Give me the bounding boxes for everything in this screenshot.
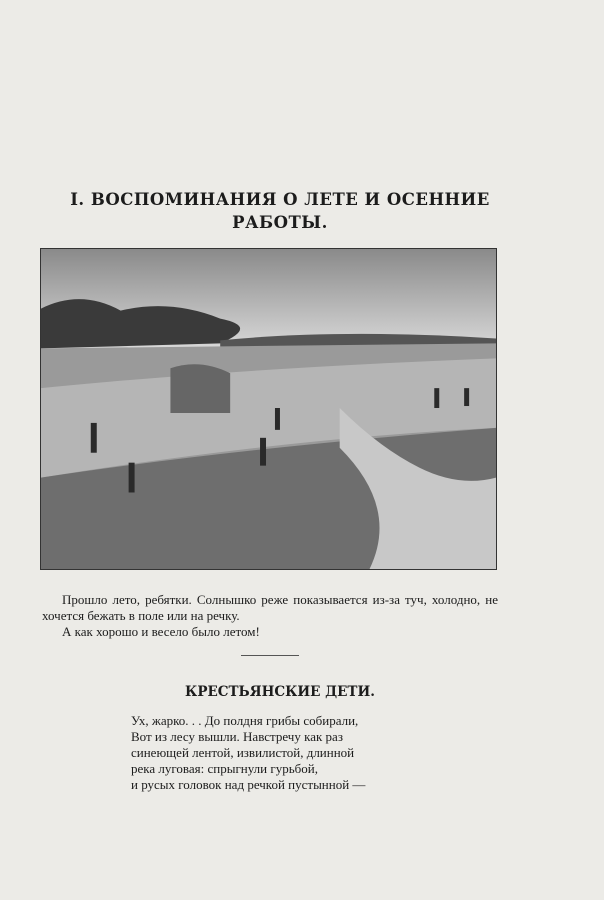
poem-line: и русых головок над речкой пустынной — <box>131 777 366 792</box>
poem-body <box>131 713 365 793</box>
chapter-title <box>40 188 520 234</box>
poem-line: синеющей лентой, извилистой, длинной <box>131 745 355 760</box>
poem-line: Ух, жарко. . . До полдня грибы собирали, <box>131 713 359 728</box>
harvest-illustration <box>40 248 497 570</box>
intro-paragraph-text-1: Прошло лето, ребятки. Солнышко реже показывается из-за туч, холодно, не хочется бежать в поле или на речку. <box>42 592 498 623</box>
intro-paragraph-text-2: А как хорошо и весело было летом! <box>62 624 260 639</box>
section-divider <box>241 655 299 656</box>
chapter-title-line-1: I. ВОСПОМИНАНИЯ О ЛЕТЕ И ОСЕННИЕ <box>70 190 490 209</box>
chapter-title-line-2: РАБОТЫ. <box>232 213 328 232</box>
poem-line: река луговая: спрыгнули гурьбой, <box>131 761 318 776</box>
poem-line: Вот из лесу вышли. Навстречу как раз <box>131 729 343 744</box>
poem-title: КРЕСТЬЯНСКИЕ ДЕТИ. <box>185 684 375 700</box>
intro-paragraph <box>42 592 498 640</box>
